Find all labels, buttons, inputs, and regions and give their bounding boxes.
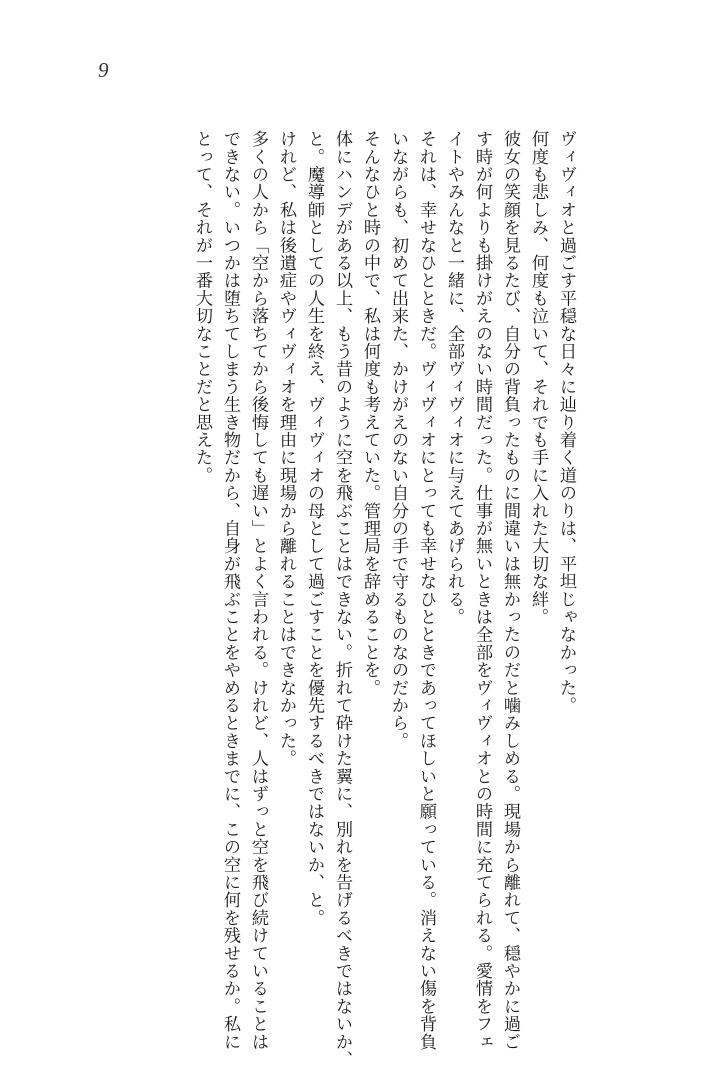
text-line: それは、幸せなひとときだ。ヴィヴィオにとっても幸せなひとときであってほしいと願っている。消えない傷を背負 bbox=[416, 130, 436, 1051]
text-line: す時が何よりも掛けがえのない時間だった。仕事が無いときは全部をヴィヴィオとの時間に充てられる。愛情をフェ bbox=[472, 130, 492, 1051]
text-line: 何度も悲しみ、何度も泣いて、それでも手に入れた大切な絆。 bbox=[528, 130, 548, 626]
text-line: とって、それが一番大切なことだと思えた。 bbox=[192, 130, 212, 484]
text-line: 多くの人から「空から落ちてから後悔しても遅い」とよく言われる。けれど、人はずっと空を飛び続けていることは bbox=[248, 130, 268, 1051]
text-line: イトやみんなと一緒に、全部ヴィヴィオに与えてあげられる。 bbox=[444, 130, 464, 626]
text-line: と。魔導師としての人生を終え、ヴィヴィオの母として過ごすことを優先するべきではないか、と。 bbox=[304, 130, 324, 927]
text-line: けれど、私は後遺症やヴィヴィオを理由に現場から離れることはできなかった。 bbox=[276, 130, 296, 768]
text-line: できない。いつかは堕ちてしまう生き物だから、自身が飛ぶことをやめるときまでに、この空に何を残せるか。私に bbox=[220, 130, 240, 1051]
text-line: ヴィヴィオと過ごす平穏な日々に辿り着く道のりは、平坦じゃなかった。 bbox=[556, 130, 576, 715]
vertical-text-block bbox=[150, 130, 580, 1068]
page-number: 9 bbox=[98, 58, 109, 82]
text-line: いながらも、初めて出来た、かけがえのない自分の手で守るものなのだから。 bbox=[388, 130, 408, 750]
text-line: 体にハンデがある以上、もう昔のように空を飛ぶことはできない。折れて砕けた翼に、別れを告げるべきではないか、 bbox=[332, 130, 352, 1068]
text-line: そんなひと時の中で、私は何度も考えていた。管理局を辞めることを。 bbox=[360, 130, 380, 697]
text-line: 彼女の笑顔を見るたび、自分の背負ったものに間違いは無かったのだと噛みしめる。現場から離れて、穏やかに過ご bbox=[500, 130, 520, 1051]
